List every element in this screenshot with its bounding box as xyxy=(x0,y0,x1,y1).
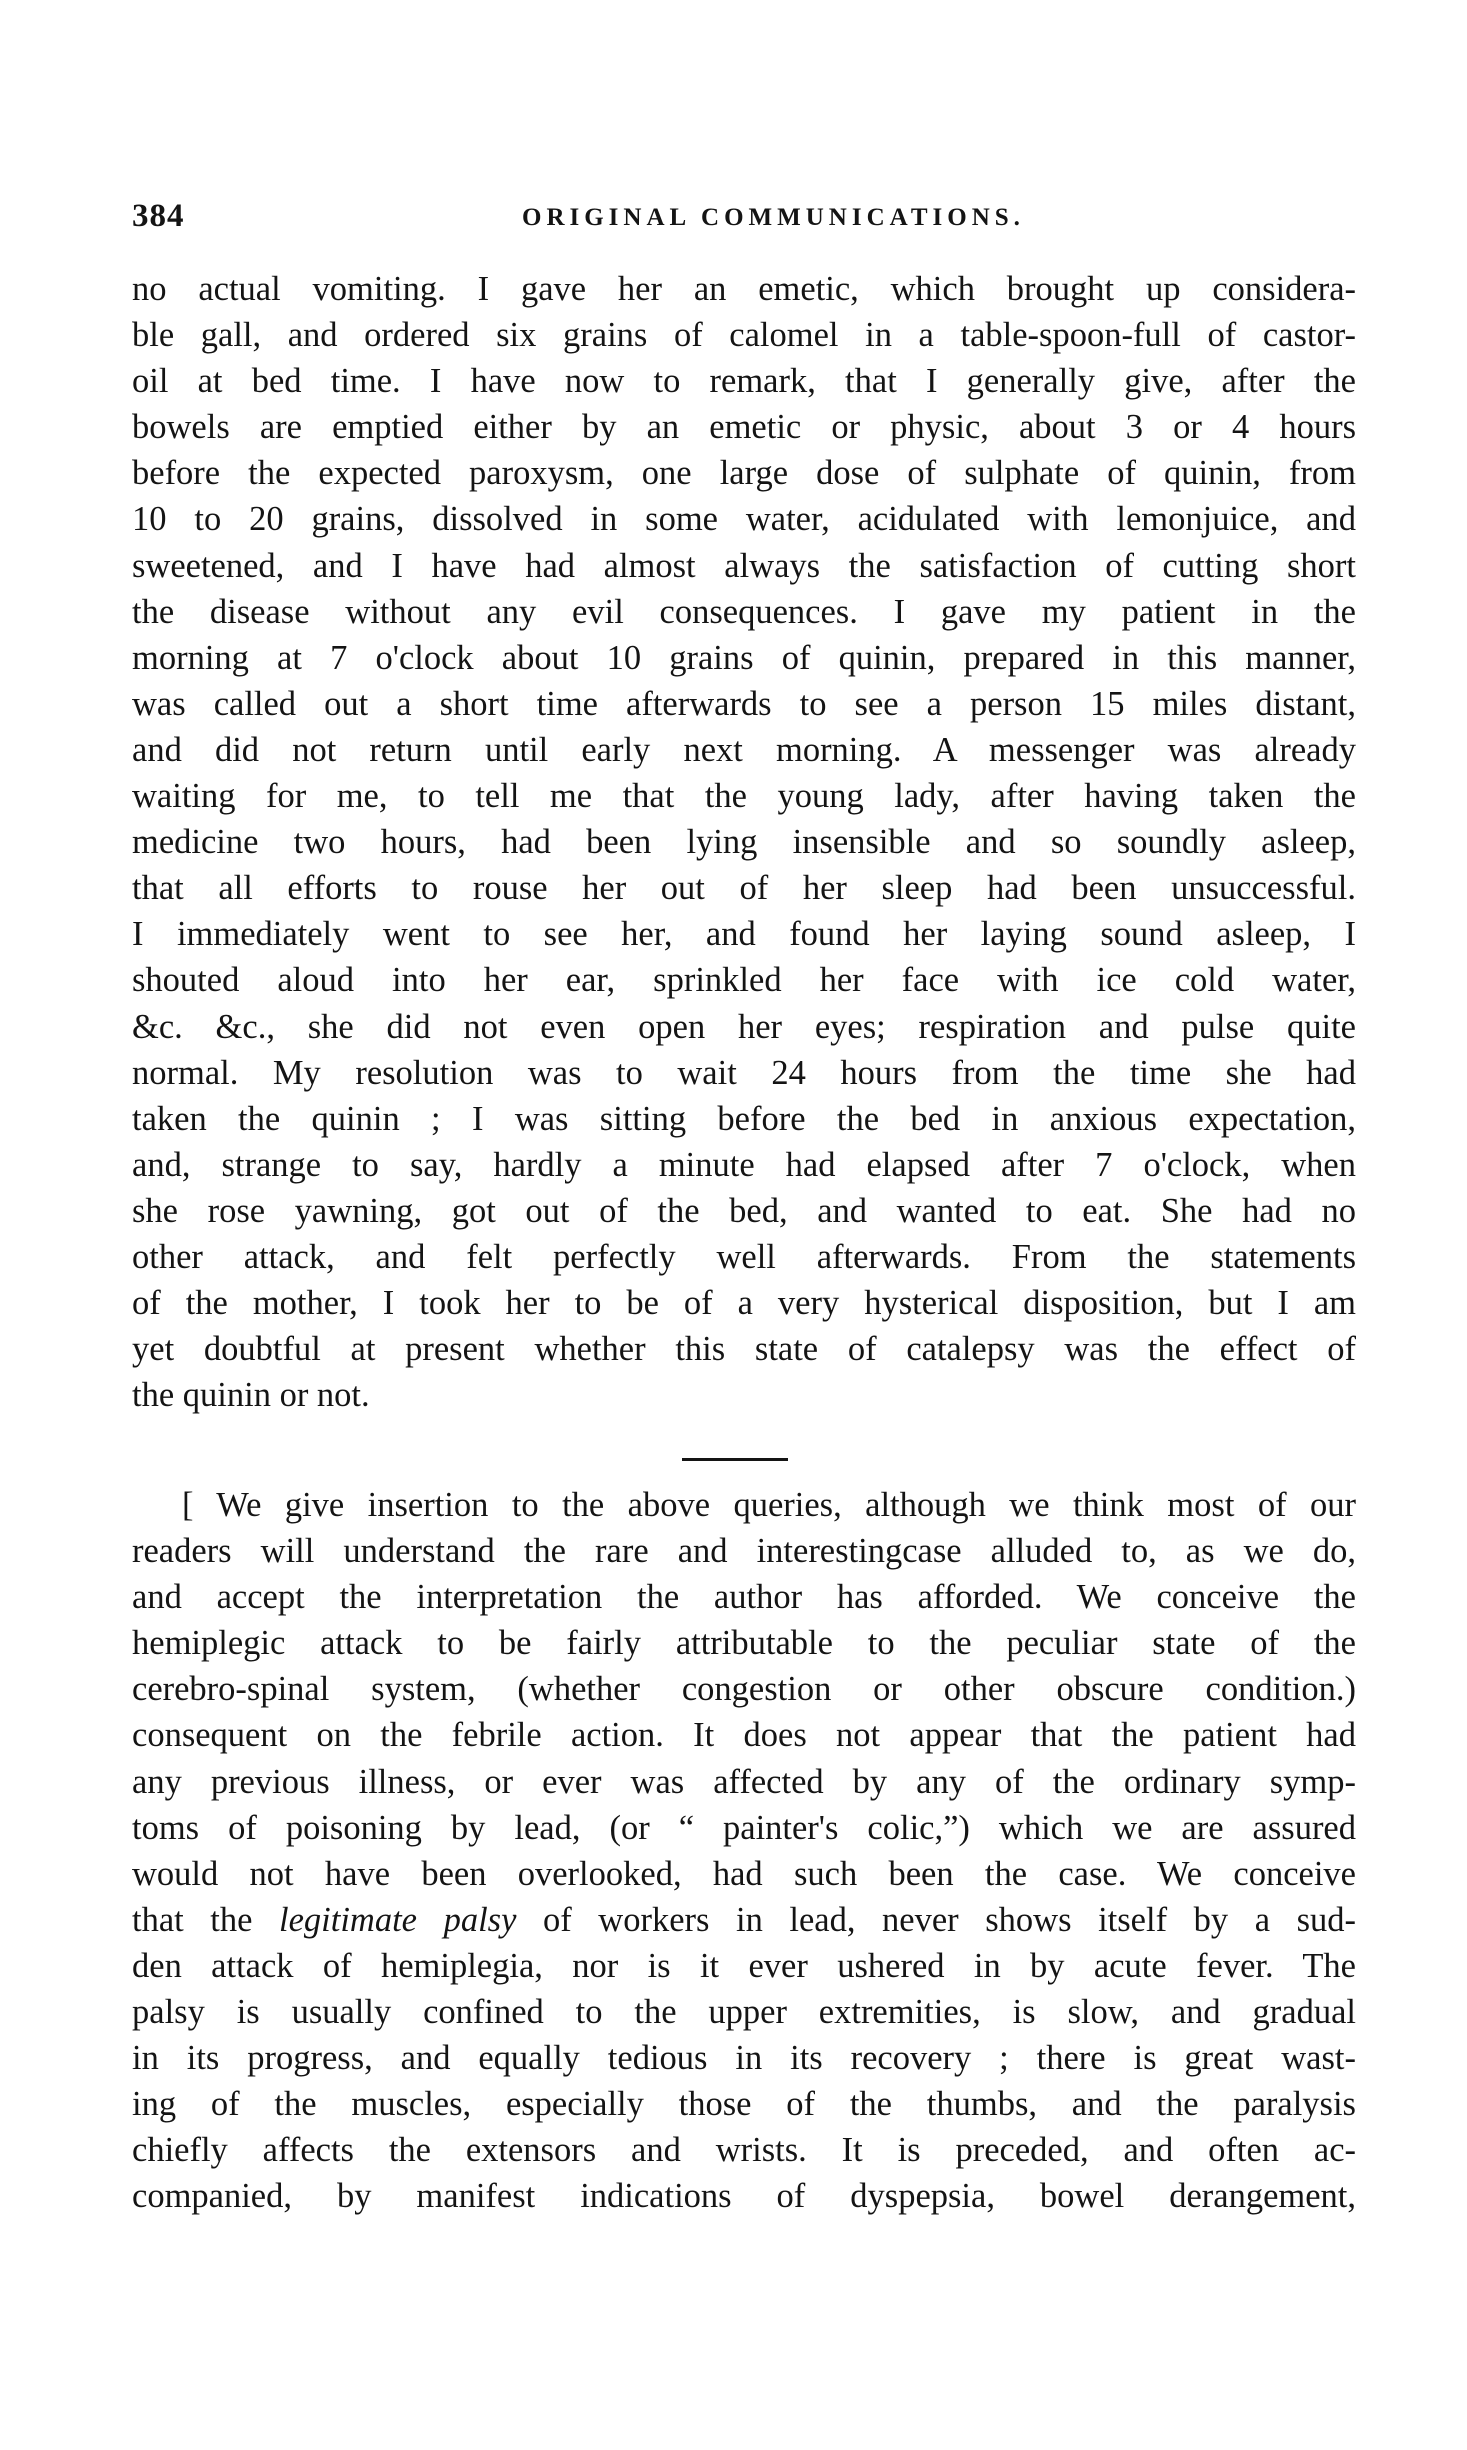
text-line: of the mother, I took her to be of a very hysterical disposition, but I am xyxy=(132,1284,1356,1323)
text-fragment: of workers in lead, never shows itself by a sud- xyxy=(516,1900,1356,1939)
text-line: shouted aloud into her ear, sprinkled her face with ice cold water, xyxy=(132,961,1356,1000)
text-line: and accept the interpretation the author has afforded. We conceive the xyxy=(132,1578,1356,1617)
text-line: taken the quinin ; I was sitting before the bed in anxious expectation, xyxy=(132,1099,1356,1138)
text-line: [ We give insertion to the above queries, although we think most of our xyxy=(182,1486,1356,1524)
text-line: in its progress, and equally tedious in its recovery ; there is great wast- xyxy=(132,2039,1356,2078)
text-line: no actual vomiting. I gave her an emetic, which brought up considera- xyxy=(132,270,1356,308)
text-line: ble gall, and ordered six grains of calomel in a table-spoon-full of castor- xyxy=(132,316,1356,355)
text-line: 10 to 20 grains, dissolved in some water, acidulated with lemonjuice, and xyxy=(132,500,1356,539)
text-line: &c. &c., she did not even open her eyes; respiration and pulse quite xyxy=(132,1007,1356,1046)
text-line: I immediately went to see her, and found her laying sound asleep, I xyxy=(132,915,1356,954)
text-line: palsy is usually confined to the upper extremities, is slow, and gradual xyxy=(132,1993,1356,2032)
text-line: hemiplegic attack to be fairly attributable to the peculiar state of the xyxy=(132,1624,1356,1663)
section-divider xyxy=(682,1458,788,1461)
text-line: that all efforts to rouse her out of her sleep had been unsuccessful. xyxy=(132,869,1356,908)
text-line: she rose yawning, got out of the bed, and wanted to eat. She had no xyxy=(132,1191,1356,1230)
text-line: and did not return until early next morning. A messenger was already xyxy=(132,730,1356,769)
text-line: the quinin or not. xyxy=(132,1376,370,1415)
text-line: medicine two hours, had been lying insensible and so soundly asleep, xyxy=(132,823,1356,862)
text-line: companied, by manifest indications of dyspepsia, bowel derangement, xyxy=(132,2177,1356,2216)
text-line: den attack of hemiplegia, nor is it ever ushered in by acute fever. The xyxy=(132,1946,1356,1985)
running-title: ORIGINAL COMMUNICATIONS. xyxy=(522,204,1025,231)
text-line: the disease without any evil consequences. I gave my patient in the xyxy=(132,592,1356,631)
text-line: was called out a short time afterwards to see a person 15 miles distant, xyxy=(132,684,1356,723)
text-line: morning at 7 o'clock about 10 grains of quinin, prepared in this manner, xyxy=(132,638,1356,677)
text-line: before the expected paroxysm, one large dose of sulphate of quinin, from xyxy=(132,454,1356,493)
page-number: 384 xyxy=(132,198,185,234)
text-line: yet doubtful at present whether this state of catalepsy was the effect of xyxy=(132,1330,1356,1369)
text-line-with-italic xyxy=(132,1897,1356,1943)
text-line: normal. My resolution was to wait 24 hours from the time she had xyxy=(132,1053,1356,1092)
text-line: chiefly affects the extensors and wrists. It is preceded, and often ac- xyxy=(132,2131,1356,2170)
text-fragment: that the xyxy=(132,1900,280,1939)
italic-phrase: legitimate palsy xyxy=(279,1900,517,1939)
paragraph-continued-case-report xyxy=(132,266,1356,1418)
text-line: readers will understand the rare and interestingcase alluded to, as we do, xyxy=(132,1532,1356,1571)
paragraph-editorial-note xyxy=(132,1482,1356,2220)
text-line: toms of poisoning by lead, (or “ painter's colic,”) which we are assured xyxy=(132,1808,1356,1847)
text-line: ing of the muscles, especially those of the thumbs, and the paralysis xyxy=(132,2085,1356,2124)
running-head xyxy=(132,198,1356,238)
text-line: consequent on the febrile action. It does not appear that the patient had xyxy=(132,1716,1356,1755)
text-line: any previous illness, or ever was affected by any of the ordinary symp- xyxy=(132,1762,1356,1801)
text-line: would not have been overlooked, had such been the case. We conceive xyxy=(132,1854,1356,1893)
text-line: cerebro-spinal system, (whether congestion or other obscure condition.) xyxy=(132,1670,1356,1709)
text-line: other attack, and felt perfectly well afterwards. From the statements xyxy=(132,1237,1356,1276)
text-line: waiting for me, to tell me that the young lady, after having taken the xyxy=(132,777,1356,816)
text-line: sweetened, and I have had almost always the satisfaction of cutting short xyxy=(132,546,1356,585)
text-line: oil at bed time. I have now to remark, that I generally give, after the xyxy=(132,362,1356,401)
text-line: and, strange to say, hardly a minute had elapsed after 7 o'clock, when xyxy=(132,1145,1356,1184)
text-line: bowels are emptied either by an emetic or physic, about 3 or 4 hours xyxy=(132,408,1356,447)
